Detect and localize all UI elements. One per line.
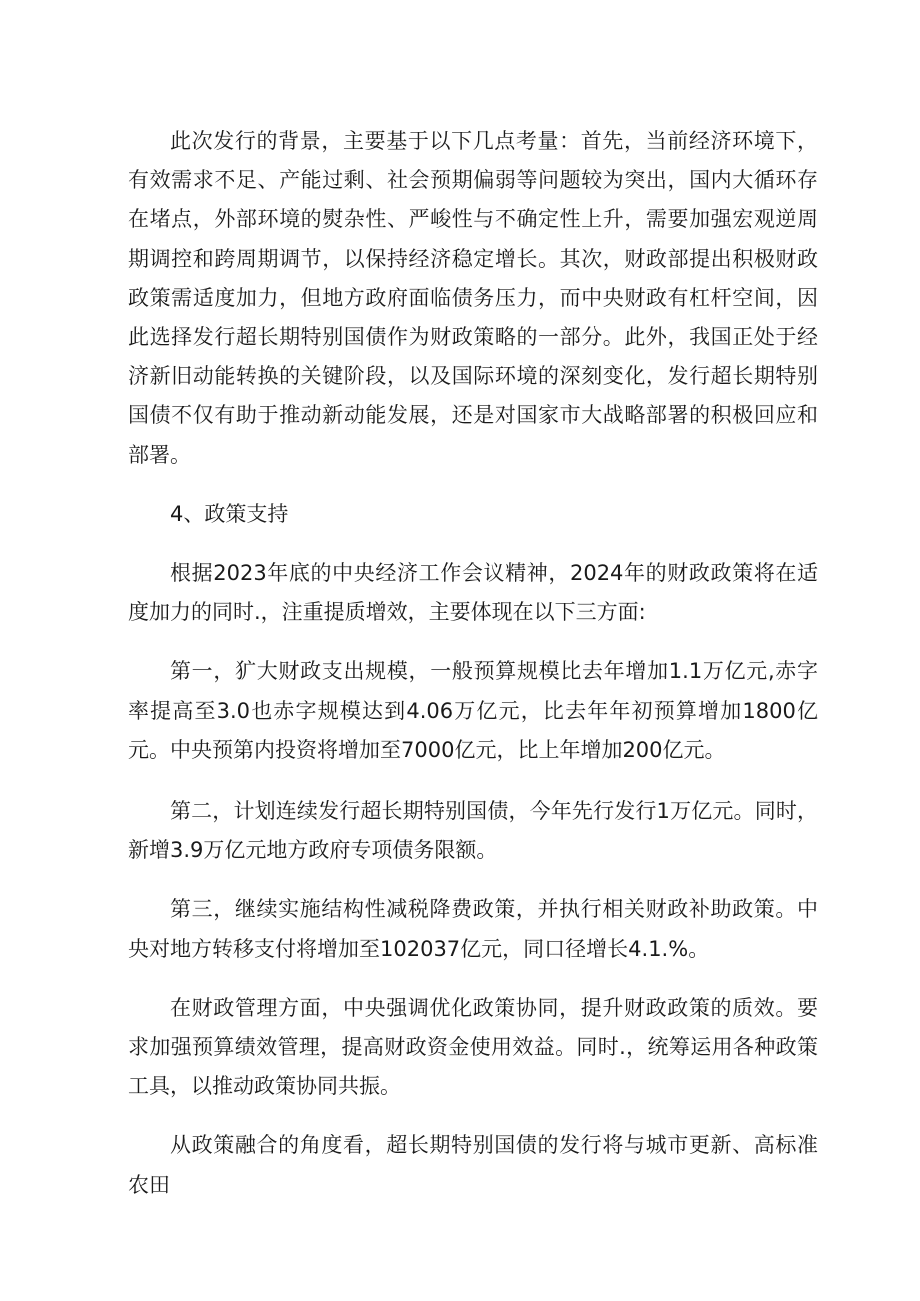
paragraph-policy-intro: 根据2023年底的中央经济工作会议精神，2024年的财政政策将在适度加力的同时.，注重提质增效，主要体现在以下三方面: xyxy=(128,561,818,625)
paragraph-second-point: 第二，计划连续发行超长期特别国债，今年先行发行1万亿元。同时，新增3.9万亿元地方政府专项债务限额。 xyxy=(128,799,818,863)
paragraph-third-point: 第三，继续实施结构性减税降费政策，并执行相关财政补助政策。中央对地方转移支付将增加至102037亿元，同口径增长4.1.%。 xyxy=(128,897,818,961)
document-body xyxy=(128,122,818,1205)
paragraph-fiscal-management: 在财政管理方面，中央强调优化政策协同，提升财政政策的质效。要求加强预算绩效管理，提高财政资金使用效益。同时.，统筹运用各种政策工具，以推动政策协同共振。 xyxy=(128,995,818,1099)
paragraph-policy-integration: 从政策融合的角度看，超长期特别国债的发行将与城市更新、高标准农田 xyxy=(128,1133,818,1197)
paragraph-first-point: 第一，犷大财政支出规模，一般预算规模比去年增加1.1万亿元,赤字率提高至3.0也赤字规模达到4.06万亿元，比去年年初预算增加1800亿元。中央预第内投资将增加至7000亿元，比上年增加200亿元。 xyxy=(128,659,818,762)
paragraph-background: 此次发行的背景，主要基于以下几点考量：首先，当前经济环境下，有效需求不足、产能过剩、社会预期偏弱等问题较为突出，国内大循环存在堵点，外部环境的熨杂性、严峻性与不确定性上升，需要加强宏观逆周期调控和跨周期调节，以保持经济稳定增长。其次，财政部提出积极财政政策需适度加力，但地方政府面临债务压力，而中央财政有杠杆空间，因此选择发行超长期特别国债作为财政策略的一部分。此外，我国正处于经济新旧动能转换的关键阶段，以及国际环境的深刻变化，发行超长期特别国债不仅有助于推动新动能发展，还是对国家市大战略部署的积极回应和部署。 xyxy=(128,129,818,467)
section-heading-policy-support: 4、政策支持 xyxy=(170,501,289,526)
